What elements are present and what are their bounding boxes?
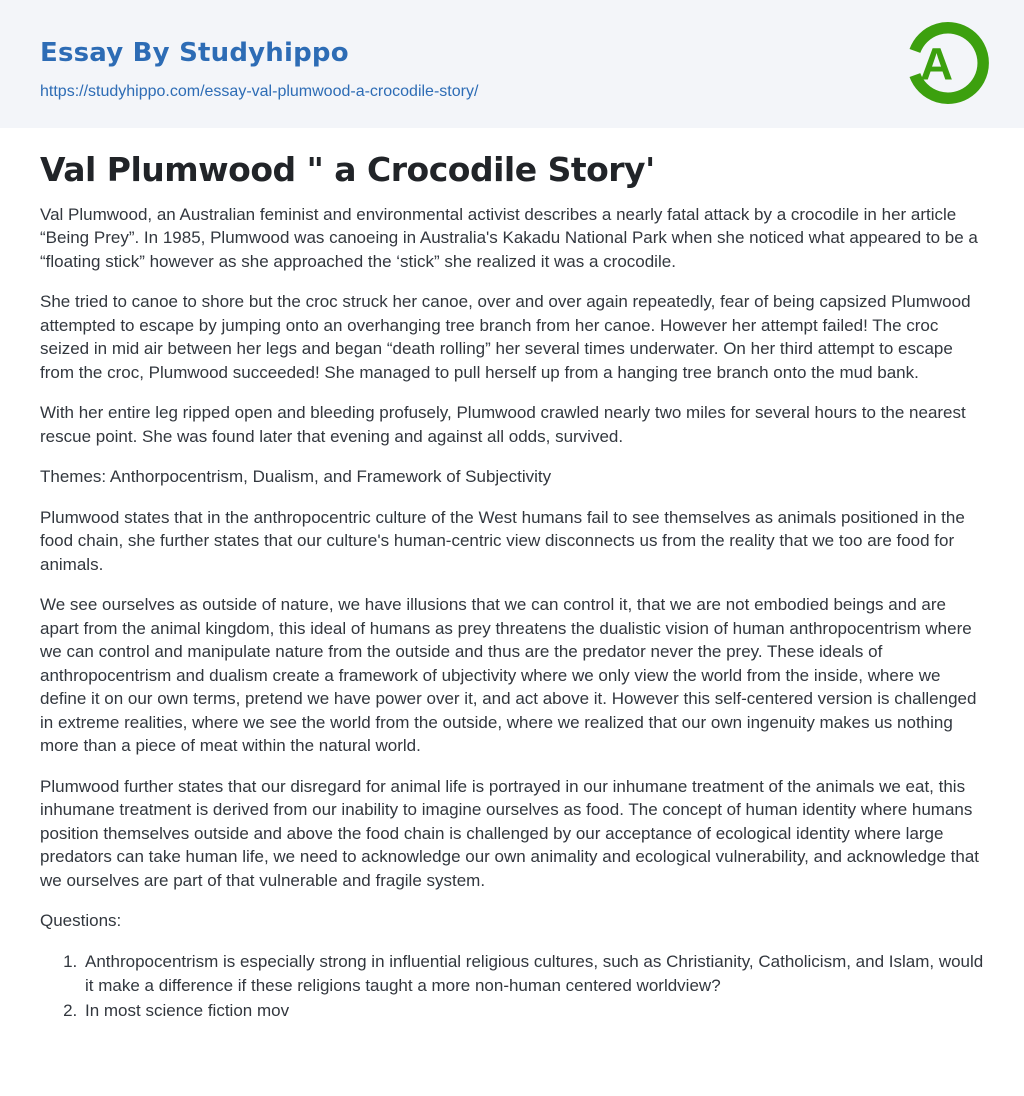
question-item-2: 2. In most science fiction mov bbox=[82, 999, 984, 1024]
essay-paragraph-anthropocentric: Plumwood states that in the anthropocentric culture of the West humans fail to see themselves as animals positioned in the food chain, she further states that our culture's human-centric view disconnects us from the reality that we too are food for animals. bbox=[40, 507, 965, 574]
site-brand: Essay By Studyhippo bbox=[40, 38, 349, 68]
essay-paragraph-intro: Val Plumwood, an Australian feminist and environmental activist describes a nearly fatal attack by a crocodile in her article “Being Prey”. In 1985, Plumwood was canoeing in Australia's Kakadu National Park when she noticed what appeared to be a “floating stick” however as she approached the ‘stick” she realized it was a crocodile. bbox=[40, 204, 978, 271]
studyhippo-logo-icon bbox=[904, 14, 992, 112]
essay-paragraph-themes: Themes: Anthorpocentrism, Dualism, and Framework of Subjectivity bbox=[40, 467, 552, 487]
questions-label: Questions: bbox=[40, 911, 122, 931]
essay-paragraph-survival: With her entire leg ripped open and bleeding profusely, Plumwood crawled nearly two miles for several hours to the nearest rescue point. She was found later that evening and against all odds, survived. bbox=[40, 403, 966, 446]
essay-paragraph-dualism: We see ourselves as outside of nature, we have illusions that we can control it, that we are not embodied beings and are apart from the animal kingdom, this ideal of humans as prey threatens the dualistic vision of human anthropocentrism where we can control and manipulate nature from the outside and thus are the predator never the prey. These ideals of anthropocentrism and dualism create a framework of ubjectivity where we only view the world from the inside, where we define it on our own terms, pretend we have power over it, and act above it. However this self-centered version is challenged in extreme realities, where we see the world from the outside, where we realized that our own ingenuity makes us nothing more than a piece of meat within the natural world. bbox=[40, 595, 977, 756]
page-title: Val Plumwood " a Crocodile Story' bbox=[40, 150, 655, 189]
essay-content bbox=[0, 128, 1024, 1023]
site-header bbox=[0, 0, 1024, 128]
question-item-1: 1. Anthropocentrism is especially strong in influential religious cultures, such as Christianity, Catholicism, and Islam, would it make a difference if these religions taught a more non-human centered worldview? bbox=[82, 950, 984, 999]
question-list bbox=[40, 950, 984, 1024]
logo-letter: A bbox=[920, 38, 954, 90]
source-url-link[interactable]: https://studyhippo.com/essay-val-plumwood-a-crocodile-story/ bbox=[40, 83, 479, 100]
essay-paragraph-attack: She tried to canoe to shore but the croc struck her canoe, over and over again repeatedly, fear of being capsized Plumwood attempted to escape by jumping onto an overhanging tree branch from her canoe. However her attempt failed! The croc seized in mid air between her legs and began “death rolling” her several times underwater. On her third attempt to escape from the croc, Plumwood succeeded! She managed to pull herself up from a hanging tree branch onto the mud bank. bbox=[40, 292, 971, 382]
essay-paragraph-ecological-identity: Plumwood further states that our disregard for animal life is portrayed in our inhumane treatment of the animals we eat, this inhumane treatment is derived from our inability to imagine ourselves as food. The concept of human identity where humans position themselves outside and above the food chain is challenged by our acceptance of ecological identity where large predators can take human life, we need to acknowledge our own animality and ecological vulnerability, and acknowledge that we ourselves are part of that vulnerable and fragile system. bbox=[40, 776, 980, 890]
